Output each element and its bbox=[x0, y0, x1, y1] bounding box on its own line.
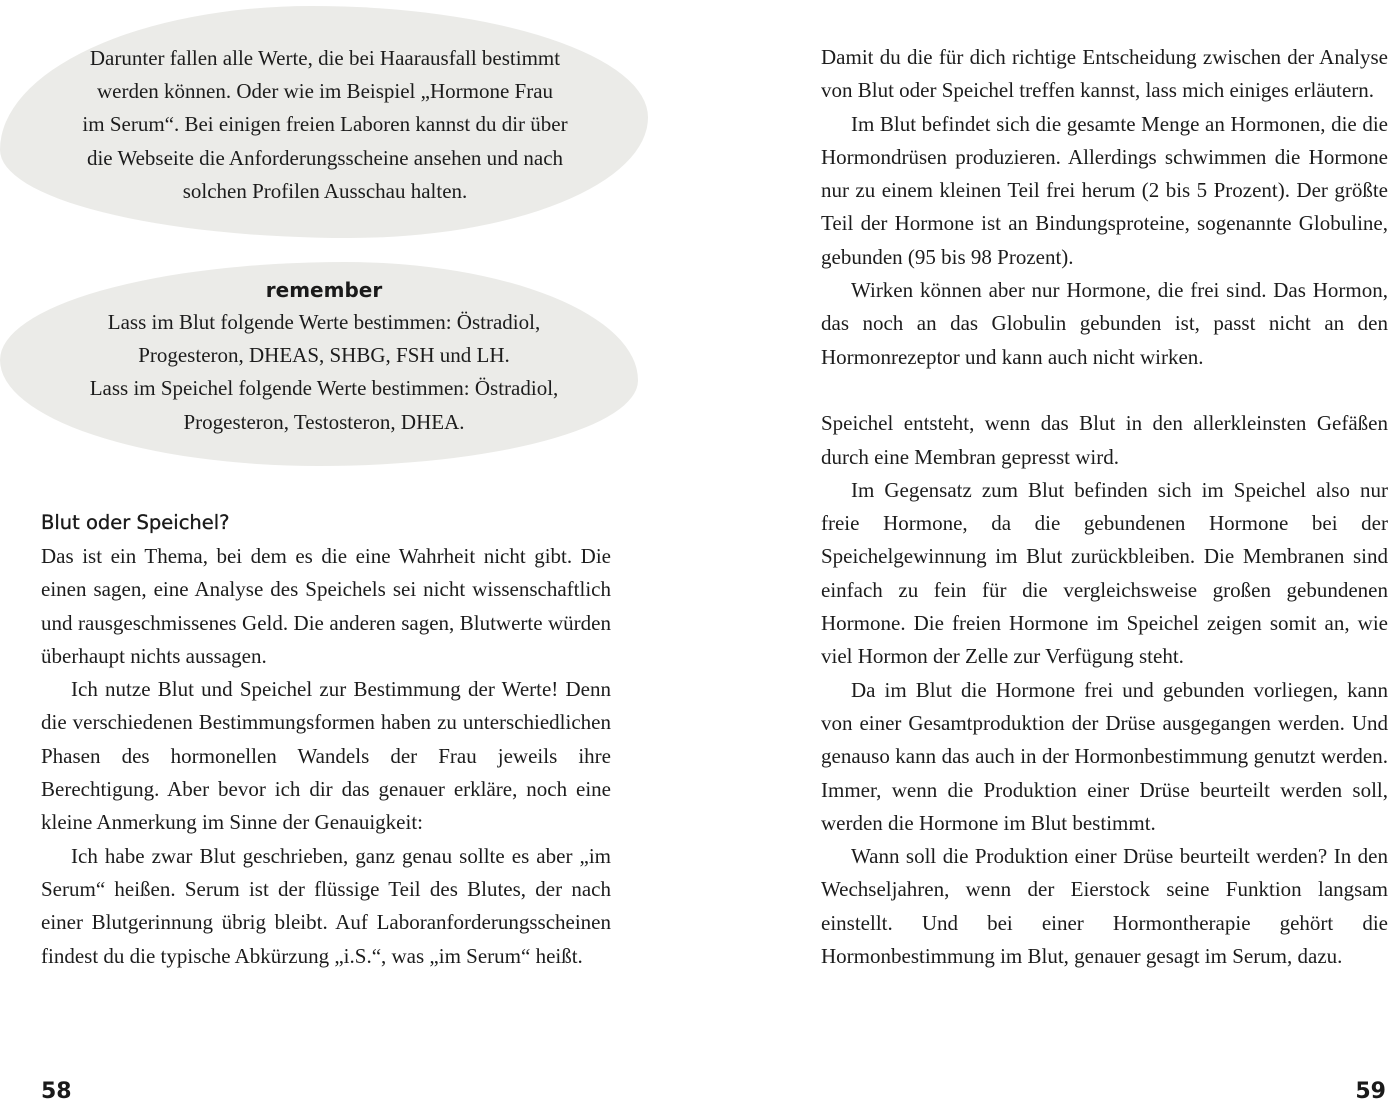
remember-line: Lass im Speichel folgende Werte bestimmen: Östradiol, bbox=[89, 376, 559, 401]
paragraph: Das ist ein Thema, bei dem es die eine Wahrheit nicht gibt. Die einen sagen, eine Analyse des Speichels sei nicht wissenschaftlich und rausgeschmissenes Geld. Die anderen sagen, Blutwerte würden überhaupt nichts aussagen. bbox=[41, 544, 611, 668]
info-box bbox=[0, 6, 648, 238]
left-body-text bbox=[41, 540, 611, 973]
paragraph: Im Gegensatz zum Blut befinden sich im Speichel also nur freie Hormone, da die gebundenen Hormone bei der Speichelgewinnung im Blut zurückbleiben. Die Membranen sind einfach zu fein für die vergleichsweise großen gebundenen Hormone. Die freien Hormone im Speichel zeigen somit an, wie viel Hormon der Zelle zur Verfügung steht. bbox=[821, 477, 1388, 669]
info-box-line: Darunter fallen alle Werte, die bei Haarausfall bestimmt bbox=[89, 46, 561, 70]
left-page bbox=[0, 0, 680, 1111]
info-box-line: werden können. Oder wie im Beispiel „Hormone Frau bbox=[96, 79, 554, 104]
remember-box-text bbox=[30, 274, 618, 439]
page-number: 59 bbox=[1355, 1079, 1386, 1104]
section-heading: Blut oder Speichel? bbox=[41, 511, 230, 534]
paragraph: Wann soll die Produktion einer Drüse beurteilt werden? In den Wechseljahren, wenn der Eierstock seine Funktion langsam einstellt. Und bei einer Hormontherapie gehört die Hormonbestimmung im Blut, genauer gesagt im Serum, dazu. bbox=[821, 844, 1388, 969]
remember-line: Progesteron, Testosteron, DHEA. bbox=[183, 409, 465, 434]
remember-box bbox=[0, 262, 638, 466]
remember-line: Progesteron, DHEAS, SHBG, FSH und LH. bbox=[138, 343, 510, 368]
paragraph: Wirken können aber nur Hormone, die frei sind. Das Hormon, das noch an das Globulin gebunden ist, passt nicht an den Hormonrezeptor und kann auch nicht wirken. bbox=[821, 278, 1388, 369]
paragraph: Speichel entsteht, wenn das Blut in den allerkleinsten Gefäßen durch eine Membran gepresst wird. bbox=[821, 411, 1388, 469]
paragraph: Damit du die für dich richtige Entscheidung zwischen der Analyse von Blut oder Speichel treffen kannst, lass mich einiges erläutern. bbox=[821, 45, 1388, 103]
info-box-text bbox=[36, 42, 614, 208]
page-number: 58 bbox=[41, 1079, 72, 1104]
info-box-line: im Serum“. Bei einigen freien Laboren kannst du dir über bbox=[82, 112, 568, 137]
remember-title: remember bbox=[265, 278, 383, 302]
remember-line: Lass im Blut folgende Werte bestimmen: Östradiol, bbox=[107, 310, 541, 334]
paragraph: Ich habe zwar Blut geschrieben, ganz genau sollte es aber „im Serum“ heißen. Serum ist der flüssige Teil des Blutes, der nach einer Blutgerinnung übrig bleibt. Auf Laboranforderungsscheinen findest du die typische Abkürzung „i.S.“, was „im Serum“ heißt. bbox=[41, 843, 611, 968]
right-page bbox=[700, 0, 1397, 1111]
paragraph: Ich nutze Blut und Speichel zur Bestimmung der Werte! Denn die verschiedenen Bestimmungsformen haben zu unterschiedlichen Phasen des hormonellen Wandels der Frau jeweils ihre Berechtigung. Aber bevor ich dir das genauer erkläre, noch eine kleine Anmerkung im Sinne der Genauigkeit: bbox=[41, 677, 611, 835]
info-box-line: die Webseite die Anforderungsscheine ansehen und nach bbox=[86, 145, 564, 170]
paragraph: Im Blut befindet sich die gesamte Menge an Hormonen, die die Hormondrüsen produzieren. Allerdings schwimmen die Hormone nur zu einem kleinen Teil frei herum (2 bis 5 Prozent). Der größte Teil der Hormone ist an Bindungsproteine, sogenannte Globuline, gebunden (95 bis 98 Prozent). bbox=[821, 111, 1388, 269]
right-body-text bbox=[821, 41, 1388, 973]
info-box-line: solchen Profilen Ausschau halten. bbox=[182, 178, 468, 203]
paragraph: Da im Blut die Hormone frei und gebunden vorliegen, kann von einer Gesamtproduktion der Drüse ausgegangen werden. Und genauso kann das auch in der Hormonbestimmung genutzt werden. Immer, wenn die Produktion einer Drüse beurteilt werden soll, werden die Hormone im Blut bestimmt. bbox=[821, 677, 1388, 835]
